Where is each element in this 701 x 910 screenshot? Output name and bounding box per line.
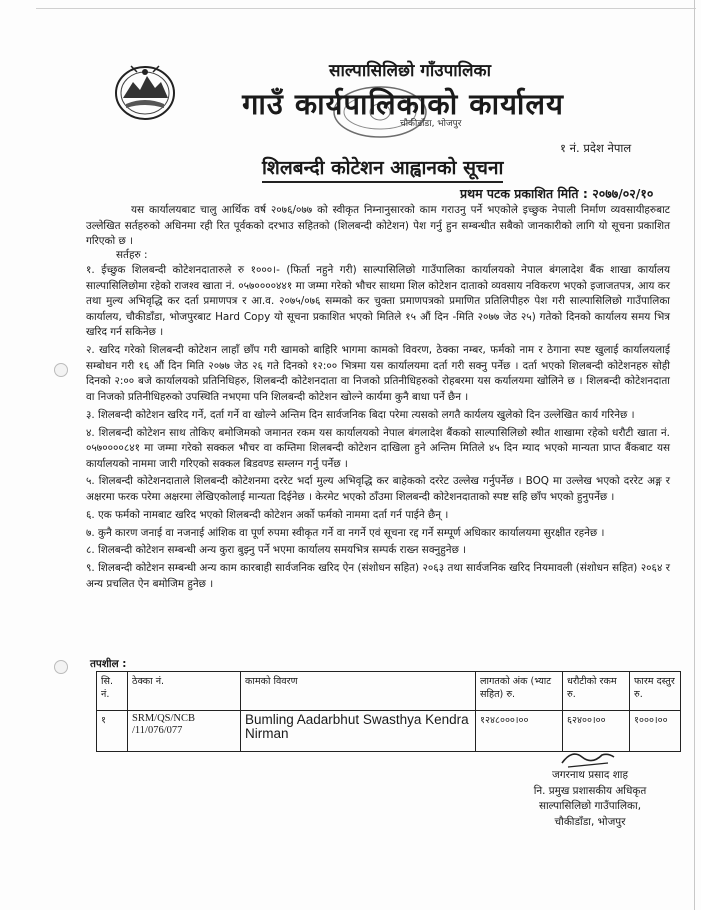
office-title: गाउँ कार्यपालिकाको कार्यालय [242,87,564,121]
signatory-title: नि. प्रमुख प्रशासकीय अधिकृत [533,784,647,797]
cell-contract-no: SRM/QS/NCB /11/076/077 [128,711,241,752]
col-header-deposit: धरौटीको रकम रु. [563,672,630,711]
condition-item: ७. कुनै कारण जनाई वा नजनाई आंशिक वा पूर्ण रुपमा स्वीकृत गर्ने वा नगर्ने एवं सूचना रद्द गर्ने सम्पूर्ण अधिकार कार्यालयमा सुरक्षीत रहनेछ । [86,526,605,539]
conditions-label: सर्तहरु : [116,249,148,261]
condition-item: ३. शिलबन्दी कोटेशन खरिद गर्ने, दर्ता गर्ने वा खोल्ने अन्तिम दिन सार्वजनिक बिदा परेमा त्यसको लगतै कार्यलय खुलेको दिन उल्लेखित कार्य गरिनेछ । [86,408,635,421]
intro-paragraph: यस कार्यालयबाट चालु आर्थिक वर्ष २०७६/०७७ को स्वीकृत निम्नानुसारको काम गराउनु पर्ने भएकोले इच्छुक नेपाली निर्माण व्यवसायीहरुबाट उल्लेखित सर्तहरुको अधिनमा रही रित पूर्वकको दरभाउ सहितको (शिलबन्दी कोटेशन) पेश गर्नु हुन सम्बन्धीत सबैको जानकारीको लागि यो सूचना प्रकाशित गरिएको छ । [86,204,670,248]
details-label: तपशील : [90,658,127,670]
col-header-fee: फारम दस्तुर रु. [630,672,681,711]
table-header-row [97,672,681,711]
col-header-cost: लागतको अंक (भ्याट सहित) रु. [476,672,563,711]
government-emblem-icon [113,60,177,122]
cell-fee: १०००।०० [630,711,681,752]
page-edge-right [694,0,695,910]
signatory-office: साल्पासिलिछो गाउँपालिका, [538,800,642,812]
cell-sn: १ [97,711,128,752]
signatory-name: जगरनाथ प्रसाद शाह [552,769,628,781]
col-header-contract-no: ठेक्का नं. [128,672,241,711]
condition-item: ५. शिलबन्दी कोटेशनदाताले शिलबन्दी कोटेशनमा दररेट भर्दा मुल्य अभिवृद्धि कर बाहेकको दररेट उल्लेख गर्नुपर्नेछ । BOQ मा उल्लेख भएको दररेट अङ्ग र अक्षरमा फरक परेमा अक्षरमा लेखिएकोलाई मान्यता दिईनेछ । केरमेट भएको ठाँउमा शिलबन्दी कोटेशनदाताको स्पष्ट सहि छाँप भएको हुनुपर्नेछ । [86,475,670,504]
col-header-work: कामको विवरण [241,672,476,711]
condition-item: १. ईच्छुक शिलबन्दी कोटेशनदातारुले रु १०००।- (फिर्ता नहुने गरी) साल्पासिलिछो गाउँपालिका कार्यालयको नेपाल बंगलादेश बैंक शाखा कार्यालय साल्पासिलिछोमा रहेको राजश्व खाता नं. ०५७००००४४१ मा जम्मा गरेको भौचर साथमा शिल कोटेशन दाताको व्यवसाय नविकरण भएको इजाजतपत्र, आय कर तथा मुल्य अभिवृद्धि कर दर्ता प्रमाणपत्र र आ.व. २०७५/०७६ सम्मको कर चुक्ता प्रमाणपत्रको प्रमाणित प्रतिलिपीहरु पेश गरी साल्पासिलिछो गाउँपालिका कार्यालय, चौकीडाँडा, भोजपुरबाट Hard Copy यो सूचना प्रकाशित भएको मितिले १५ औं दिन -मिति २०७७ जेठ २५) गतेको दिनको कार्यालय समय भित्र खरिद गर्न सकिनेछ । [86,264,670,339]
published-date: प्रथम पटक प्रकाशित मिति : २०७७/०२/१० [460,186,654,201]
col-header-sn: सि. नं. [97,672,128,711]
cell-deposit: ६२४००।०० [563,711,630,752]
bid-details-table [96,671,681,752]
cell-work: Bumling Aadarbhut Swasthya Kendra Nirman [241,711,476,752]
condition-item: ८. शिलबन्दी कोटेशन सम्बन्धी अन्य कुरा बुझ्नु पर्ने भएमा कार्यालय समयभित्र सम्पर्क राख्न सक्नुहुनेछ । [86,544,467,557]
org-name: साल्पासिलिछो गाँउपालिका [328,61,492,81]
page-edge-top [36,8,696,9]
notice-title: शिलबन्दी कोटेशन आह्वानको सूचना [262,154,503,183]
conditions-list [86,263,670,595]
condition-item: ९. शिलबन्दी कोटेशन सम्बन्धी अन्य काम कारबाही सार्वजनिक खरिद ऐन (संशोधन सहित) २०६३ तथा सार्वजनिक खरिद नियमावली (संशोधन सहित) २०६४ र अन्य प्रचलित ऐन बमोजिम हुनेछ । [86,562,670,590]
condition-item: ४. शिलबन्दी कोटेशन साथ तोकिए बमोजिमको जमानत रकम यस कार्यालयको नेपाल बंगलादेश बैंकको साल्पासिलिछो स्थीत शाखामा रहेको धरौटी खाता नं. ०५७००००८४१ मा जम्मा गरेको सक्कल भौचर वा कम्तिमा शिलबन्दी कोटेशन दाखिला हुने अन्तिम मितिले ४५ दिन म्याद भएको मान्यता प्राप्त बैंकबाट यस कार्यालयको नाममा जारी गरिएको सक्कल बिडवण्ड सम्लग्न गर्नु पर्नेछ । [86,426,670,470]
condition-item: २. खरिद गरेको शिलबन्दी कोटेशन लाहाँ छाँप गरी खामको बाहिरि भागमा कामको विवरण, ठेक्का नम्बर, फर्मको नाम र ठेगाना स्पष्ट खुलाई कार्यालयलाई सम्बोधन गरी १६ औं दिन मिति २०७७ जेठ २६ गते दिनको १२:०० भित्रमा यस कार्यालयमा दर्ता गरी सक्नु पर्नेछ । दर्ता भएको शिलबन्दी कोटेशनहरु सोही दिनको २:०० बजे कार्यालयको प्रतिनिधिहरु, शिलबन्दी कोटेशनदाता वा निजको प्रतिनीधिहरुको रोहबरमा यस कर्यालयमा खोलिने छ । शिलबन्दी कोटेशनदाता वा निजको प्रतिनीधिहरुको उपस्थिति नभएमा पनि शिलबन्दी कोटेशन खोल्ने कार्यमा कुनै बाधा पर्ने छैन । [86,344,670,403]
condition-item: ६. एक फर्मको नामबाट खरिद भएको शिलबन्दी कोटेशन अर्को फर्मको नाममा दर्ता गर्न पाईने छैन् । [86,508,449,521]
punch-hole [54,363,68,377]
province-label: १ नं. प्रदेश नेपाल [560,141,632,155]
cell-cost: १२४८०००।०० [476,711,563,752]
office-address: चौकीडाँडा, भोजपुर [400,119,462,129]
punch-hole [54,660,68,674]
signatory-block [510,768,670,830]
signatory-address: चौकीडाँडा, भोजपुर [554,815,626,828]
